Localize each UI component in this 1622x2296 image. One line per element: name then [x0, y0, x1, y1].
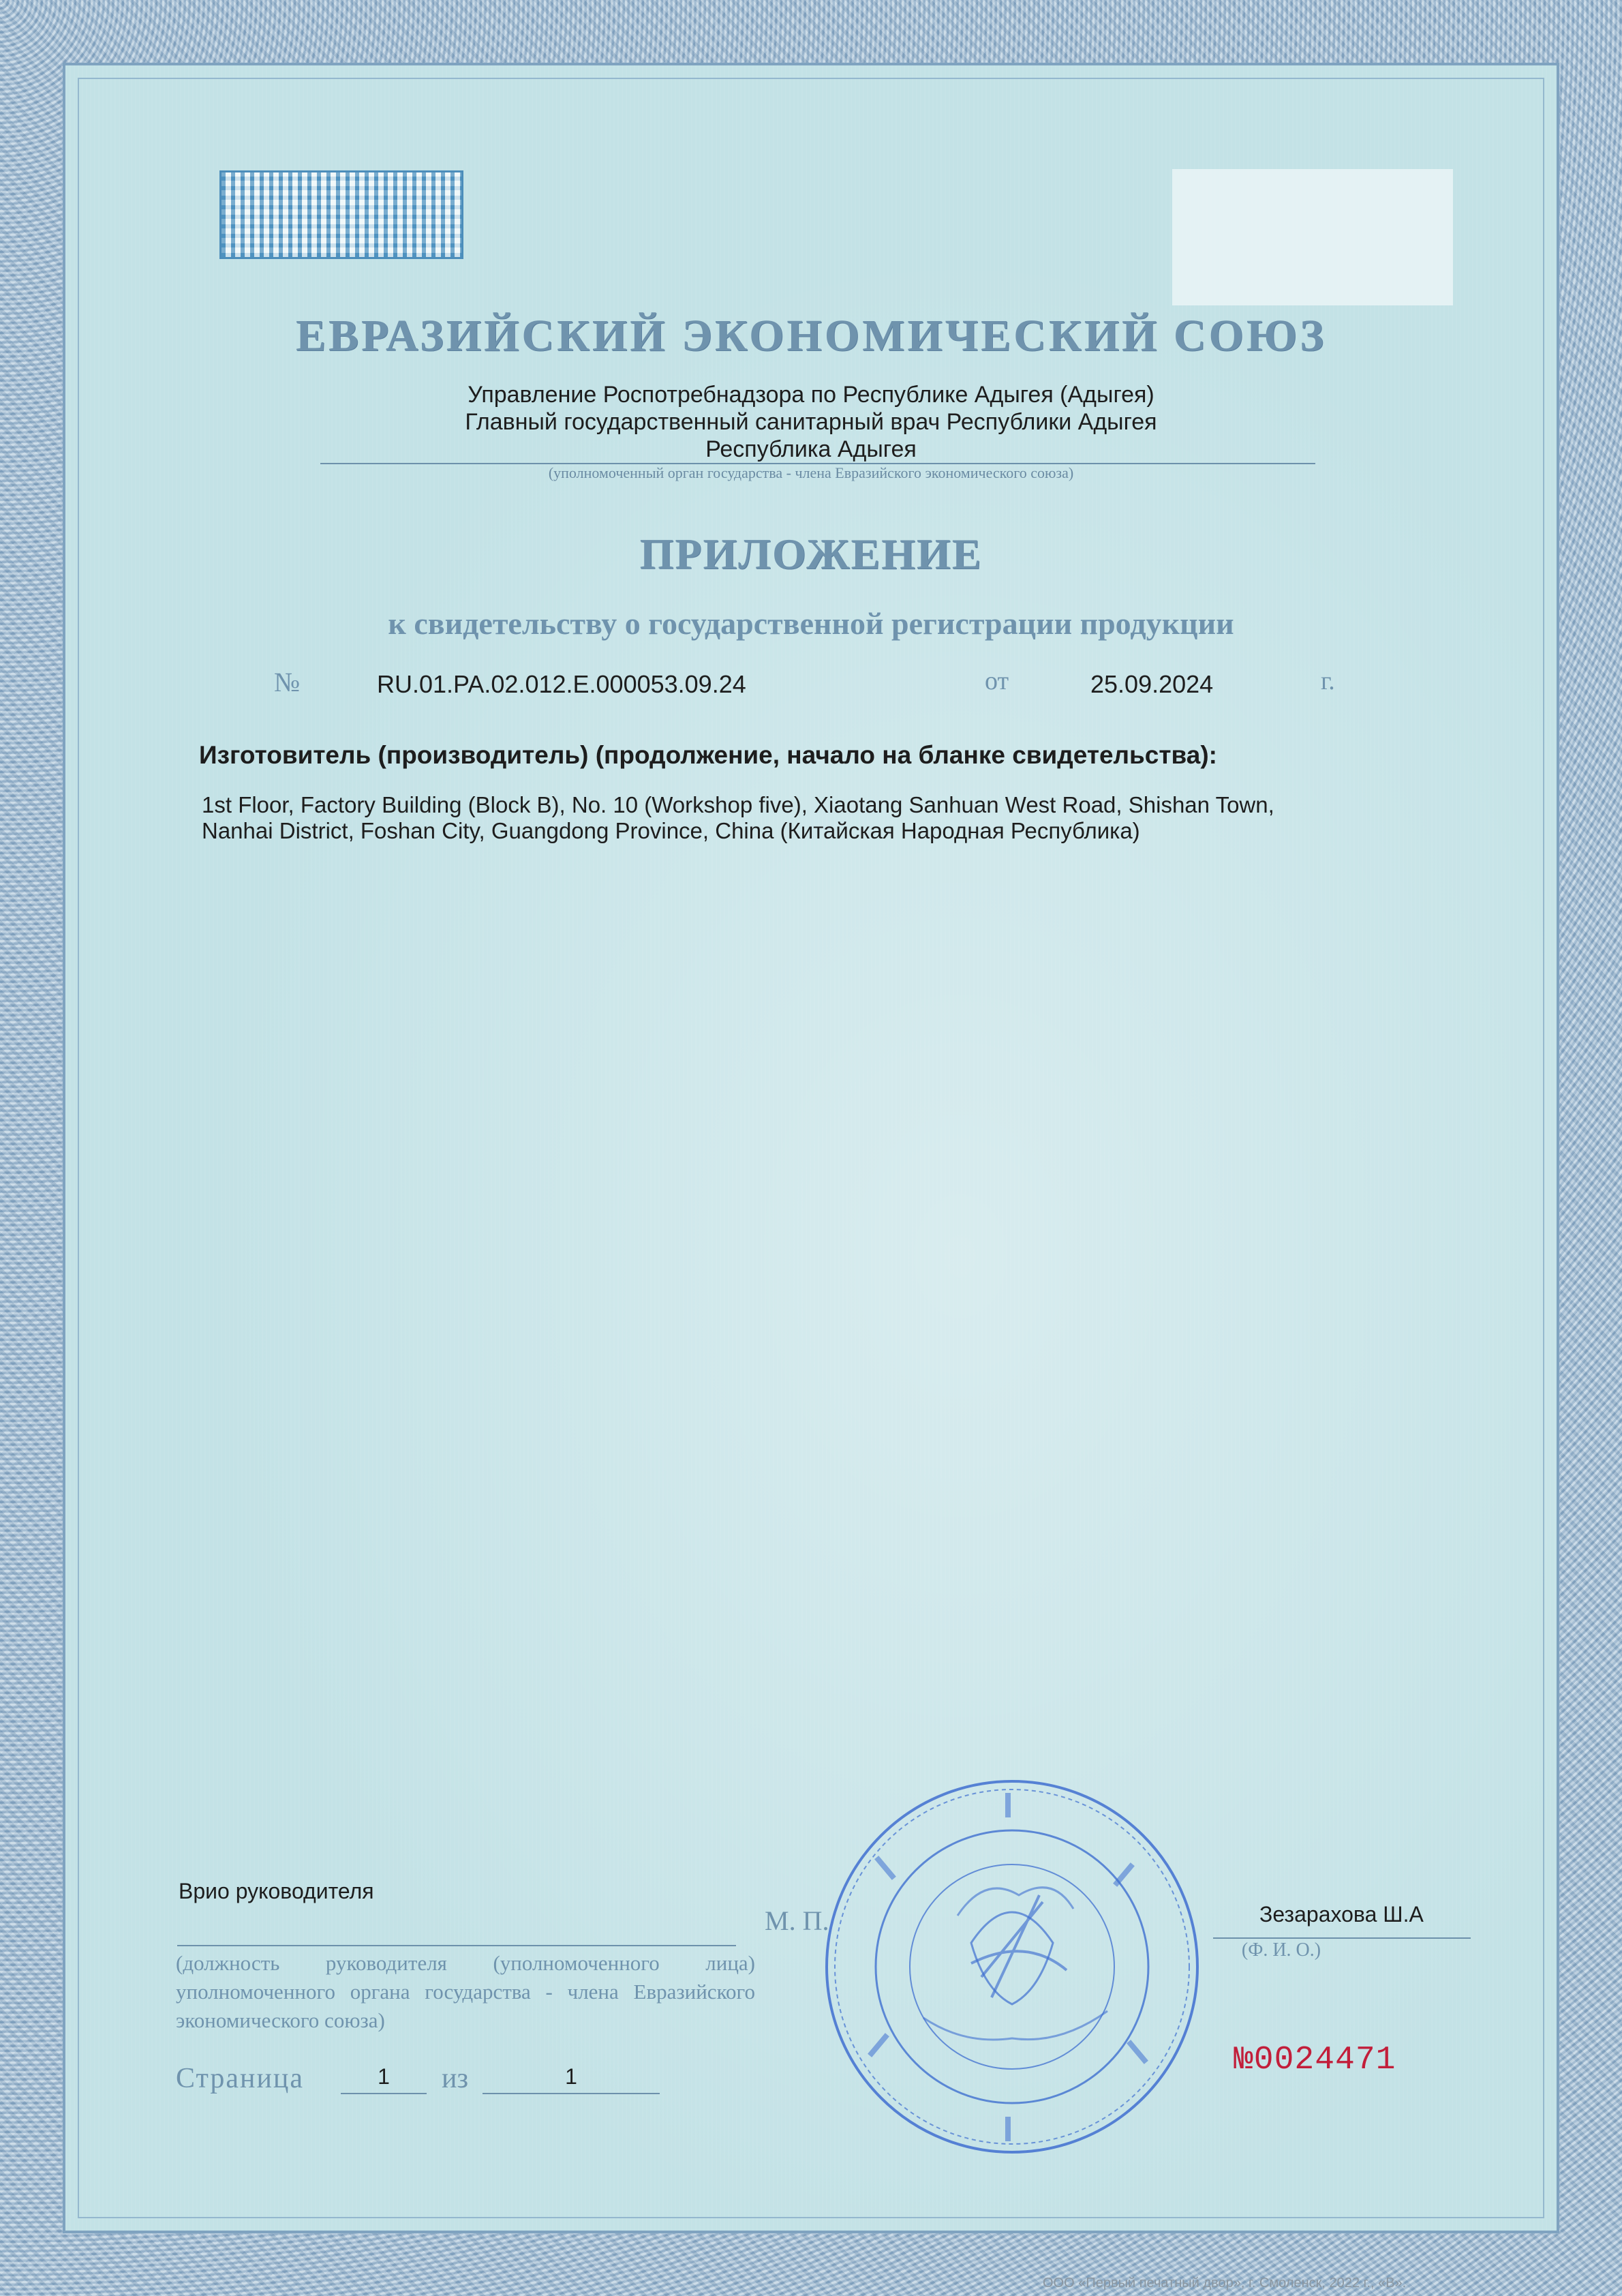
name-underline: [1213, 1937, 1471, 1939]
printer-note: ООО «Первый печатный двор», г. Смоленск, 2022 г., «В».: [1043, 2276, 1407, 2291]
registration-number: RU.01.PA.02.012.E.000053.09.24: [377, 670, 746, 698]
page-of-label: из: [442, 2063, 469, 2094]
manufacturer-heading: Изготовитель (производитель) (продолжение, начало на бланке свидетельства):: [199, 741, 1217, 769]
signer-name: Зезарахова Ш.А: [1259, 1902, 1424, 1927]
manufacturer-address-line: 1st Floor, Factory Building (Block B), No. 10 (Workshop five), Xiaotang Sanhuan West Road, Shishan Town,: [202, 792, 1274, 817]
page-total: 1: [565, 2064, 577, 2089]
date-prefix: от: [985, 667, 1009, 695]
union-title: ЕВРАЗИЙСКИЙ ЭКОНОМИЧЕСКИЙ СОЮЗ: [295, 311, 1327, 361]
authority-line: Республика Адыгея: [705, 436, 917, 462]
hologram-sticker: [219, 170, 463, 259]
year-suffix: г.: [1321, 667, 1335, 695]
number-sign: №: [274, 667, 301, 697]
signer-position: Врио руководителя: [179, 1879, 374, 1903]
authority-line: Управление Роспотребнадзора по Республике Адыгея (Адыгея): [468, 382, 1154, 408]
document-title: ПРИЛОЖЕНИЕ: [639, 530, 983, 578]
position-underline: [177, 1945, 736, 1946]
document-subtitle: к свидетельству о государственной регистрации продукции: [388, 606, 1234, 641]
seal-place-label: М. П.: [765, 1905, 829, 1936]
manufacturer-address-line: Nanhai District, Foshan City, Guangdong Province, China (Китайская Народная Республика): [202, 818, 1140, 843]
page-current-underline: [341, 2093, 427, 2094]
authority-caption: (уполномоченный орган государства - члена Евразийского экономического союза): [548, 464, 1074, 481]
page-label: Страница: [176, 2063, 305, 2094]
position-caption: (должность руководителя (уполномоченного лица) уполномоченного органа государства - члена Евразийского экономического союза): [176, 1951, 755, 2032]
page-current: 1: [378, 2064, 390, 2089]
serial-number: №0024471: [1234, 2042, 1396, 2079]
authority-line: Главный государственный санитарный врач Республики Адыгея: [465, 409, 1157, 435]
page-total-underline: [483, 2093, 660, 2094]
name-caption: (Ф. И. О.): [1241, 1939, 1321, 1961]
official-seal: [821, 1772, 1203, 2161]
blank-stamp-area: [1172, 169, 1453, 305]
registration-date: 25.09.2024: [1090, 670, 1214, 698]
